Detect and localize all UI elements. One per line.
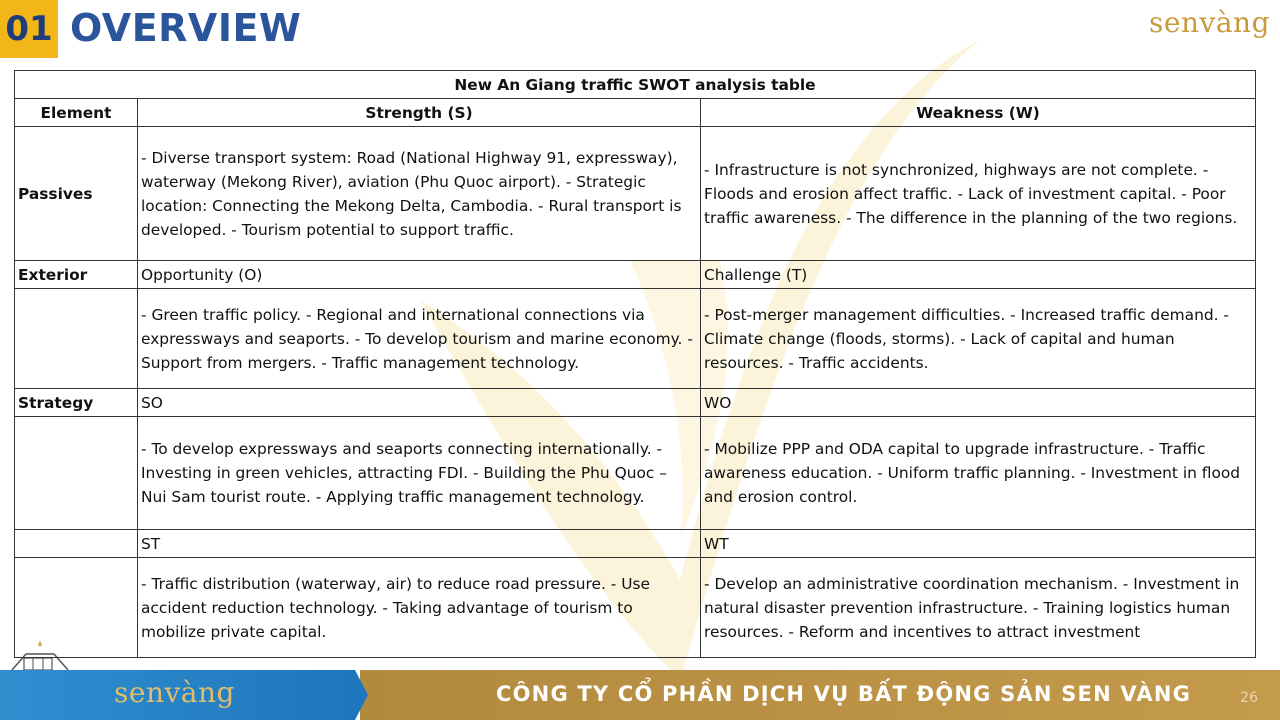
cell-left: ST [138,530,701,558]
cell-right: WT [701,530,1256,558]
table-row [15,417,1256,530]
swot-table [14,70,1256,658]
table-caption: New An Giang traffic SWOT analysis table [15,71,1256,99]
table-row [15,530,1256,558]
page-number: 26 [1240,690,1258,706]
header-strength: Strength (S) [138,99,701,127]
cell-right: - Develop an administrative coordination mechanism. - Investment in natural disaster prevention infrastructure. - Training logistics human resources. - Reform and incentives to attract investment [701,558,1256,658]
table-row [15,389,1256,417]
row-label [15,558,138,658]
footer-bar [0,670,1280,720]
cell-right: Challenge (T) [701,261,1256,289]
table-row [15,289,1256,389]
page-title: OVERVIEW [70,6,302,50]
table-row [15,558,1256,658]
cell-left: - To develop expressways and seaports connecting internationally. - Investing in green vehicles, attracting FDI. - Building the Phu Quoc – Nui Sam tourist route. - Applying traffic management technology. [138,417,701,530]
header-element: Element [15,99,138,127]
table-row [15,261,1256,289]
footer-company-name: CÔNG TY CỔ PHẦN DỊCH VỤ BẤT ĐỘNG SẢN SEN VÀNG [496,682,1192,706]
cell-left: SO [138,389,701,417]
table-caption-row [15,71,1256,99]
cell-right: - Mobilize PPP and ODA capital to upgrade infrastructure. - Traffic awareness education. - Uniform traffic planning. - Investment in flood and erosion control. [701,417,1256,530]
header-weakness: Weakness (W) [701,99,1256,127]
section-number-badge [0,0,58,58]
footer-brand-logo: senvàng [114,676,235,709]
row-label: Exterior [15,261,138,289]
cell-left: - Green traffic policy. - Regional and international connections via expressways and seaports. - To develop tourism and marine economy. - Support from mergers. - Traffic management technology. [138,289,701,389]
row-label: Passives [15,127,138,261]
section-number: 01 [5,9,53,49]
cell-right: - Infrastructure is not synchronized, highways are not complete. - Floods and erosion affect traffic. - Lack of investment capital. - Poor traffic awareness. - The difference in the planning of the two regions. [701,127,1256,261]
cell-right: - Post-merger management difficulties. - Increased traffic demand. - Climate change (floods, storms). - Lack of capital and human resources. - Traffic accidents. [701,289,1256,389]
cell-left: - Traffic distribution (waterway, air) to reduce road pressure. - Use accident reduction technology. - Taking advantage of tourism to mobilize private capital. [138,558,701,658]
table-row [15,127,1256,261]
cell-right: WO [701,389,1256,417]
row-label: Strategy [15,389,138,417]
cell-left: - Diverse transport system: Road (National Highway 91, expressway), waterway (Mekong River), aviation (Phu Quoc airport). - Strategic location: Connecting the Mekong Delta, Cambodia. - Rural transport is developed. - Tourism potential to support traffic. [138,127,701,261]
cell-left: Opportunity (O) [138,261,701,289]
row-label [15,530,138,558]
table-header-row [15,99,1256,127]
brand-logo: senvàng [1149,6,1270,39]
row-label [15,417,138,530]
row-label [15,289,138,389]
